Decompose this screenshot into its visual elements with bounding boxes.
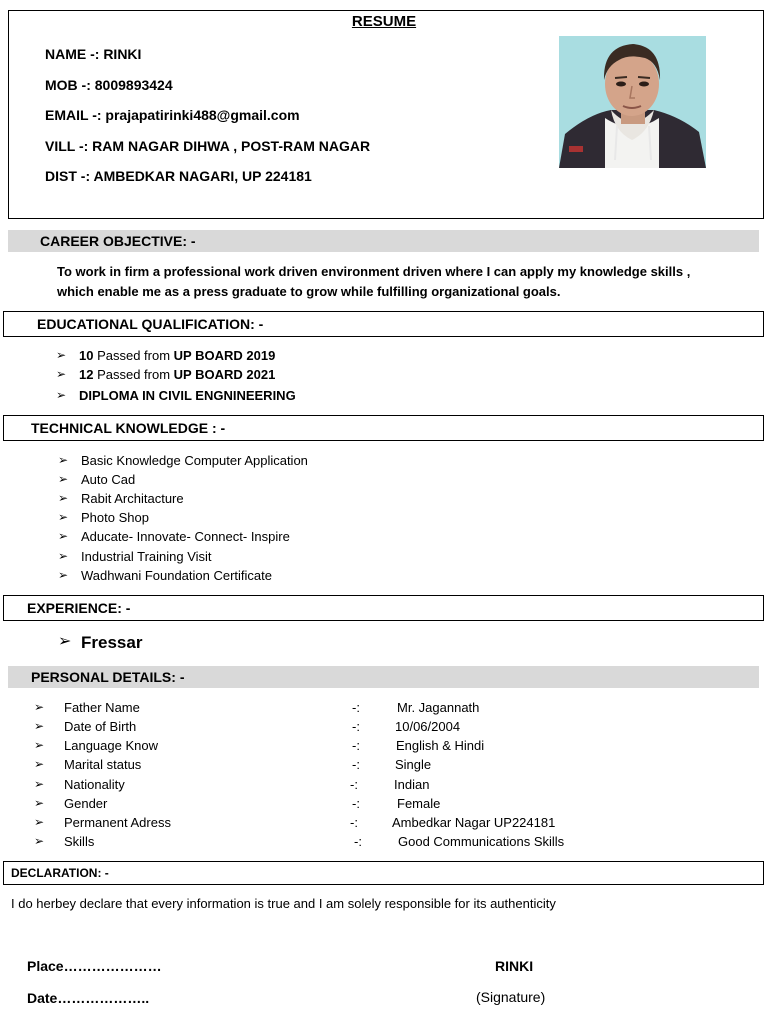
career-objective-heading: CAREER OBJECTIVE: - [40, 233, 196, 249]
profile-photo-graphic [559, 36, 706, 168]
personal-label: Gender [64, 796, 108, 811]
personal-value: Female [397, 796, 441, 811]
technical-item: Industrial Training Visit [81, 549, 212, 564]
personal-value: Mr. Jagannath [397, 700, 480, 715]
personal-separator: -: [350, 777, 358, 792]
arrow-bullet-icon: ➢ [56, 388, 67, 402]
arrow-bullet-icon: ➢ [34, 700, 45, 714]
arrow-bullet-icon: ➢ [34, 834, 45, 848]
technical-item: Photo Shop [81, 510, 149, 525]
arrow-bullet-icon: ➢ [58, 453, 69, 467]
arrow-bullet-icon: ➢ [56, 367, 67, 381]
arrow-bullet-icon: ➢ [58, 529, 69, 543]
technical-item: Rabit Architacture [81, 491, 184, 506]
education-item [79, 349, 275, 362]
technical-item: Wadhwani Foundation Certificate [81, 568, 273, 583]
personal-label: Date of Birth [64, 719, 137, 734]
arrow-bullet-icon: ➢ [56, 348, 67, 362]
declaration-header [3, 861, 764, 885]
personal-separator: -: [352, 719, 360, 734]
personal-separator: -: [352, 700, 360, 715]
place-field: Place………………… [27, 958, 162, 974]
technical-item: Auto Cad [81, 472, 136, 487]
personal-label: Marital status [64, 757, 142, 772]
arrow-bullet-icon: ➢ [34, 738, 45, 752]
technical-item: Aducate- Innovate- Connect- Inspire [81, 529, 290, 544]
education-item [79, 368, 275, 381]
arrow-bullet-icon: ➢ [34, 757, 45, 771]
arrow-bullet-icon: ➢ [58, 472, 69, 486]
personal-separator: -: [352, 738, 360, 753]
experience-item: Fressar [81, 633, 143, 652]
village-line: VILL -: RAM NAGAR DIHWA , POST-RAM NAGAR [45, 138, 371, 154]
arrow-bullet-icon: ➢ [34, 796, 45, 810]
technical-heading: TECHNICAL KNOWLEDGE : - [31, 420, 226, 436]
personal-value: 10/06/2004 [395, 719, 461, 734]
personal-details-heading: PERSONAL DETAILS: - [31, 669, 185, 685]
personal-label: Skills [64, 834, 95, 849]
career-objective-line-1: To work in firm a professional work driven environment driven where I can apply my knowledge skills , [57, 264, 691, 279]
declaration-text: I do herbey declare that every information is true and I am solely responsible for its authenticity [11, 896, 556, 911]
arrow-bullet-icon: ➢ [34, 815, 45, 829]
education-item-text: Passed from [93, 367, 174, 382]
profile-photo [559, 36, 706, 168]
resume-title [0, 13, 768, 30]
personal-label: Nationality [64, 777, 125, 792]
personal-separator: -: [350, 815, 358, 830]
education-item-level: 12 [79, 367, 94, 382]
education-item-text: Passed from [93, 348, 174, 363]
declaration-heading: DECLARATION: - [11, 866, 109, 880]
education-item-level: DIPLOMA IN CIVIL ENGNINEERING [79, 388, 296, 403]
personal-label: Language Know [64, 738, 158, 753]
date-field: Date……………….. [27, 990, 150, 1006]
personal-separator: -: [354, 834, 362, 849]
name-line: NAME -: RINKI [45, 46, 142, 62]
signature-name: RINKI [495, 958, 534, 974]
arrow-bullet-icon: ➢ [58, 633, 72, 650]
district-line: DIST -: AMBEDKAR NAGARI, UP 224181 [45, 168, 312, 184]
education-item-level: 10 [79, 348, 94, 363]
personal-label: Father Name [64, 700, 140, 715]
arrow-bullet-icon: ➢ [58, 549, 69, 563]
personal-separator: -: [352, 757, 360, 772]
personal-separator: -: [352, 796, 360, 811]
technical-item: Basic Knowledge Computer Application [81, 453, 308, 468]
mobile-line: MOB -: 8009893424 [45, 77, 173, 93]
education-item-board: UP BOARD 2021 [173, 367, 276, 382]
career-objective-line-2: which enable me as a press graduate to grow while fulfilling organizational goals. [57, 284, 561, 299]
signature-label: (Signature) [476, 989, 546, 1005]
experience-heading: EXPERIENCE: - [27, 600, 131, 616]
personal-value: Ambedkar Nagar UP224181 [392, 815, 556, 830]
personal-value: Good Communications Skills [398, 834, 565, 849]
personal-label: Permanent Adress [64, 815, 171, 830]
arrow-bullet-icon: ➢ [58, 491, 69, 505]
email-line: EMAIL -: prajapatirinki488@gmail.com [45, 107, 300, 123]
arrow-bullet-icon: ➢ [58, 568, 69, 582]
personal-value: Single [395, 757, 432, 772]
arrow-bullet-icon: ➢ [58, 510, 69, 524]
resume-title-text: RESUME [351, 13, 417, 30]
personal-value: Indian [394, 777, 430, 792]
education-heading: EDUCATIONAL QUALIFICATION: - [37, 316, 264, 332]
arrow-bullet-icon: ➢ [34, 719, 45, 733]
personal-value: English & Hindi [396, 738, 485, 753]
education-item [79, 389, 296, 402]
arrow-bullet-icon: ➢ [34, 777, 45, 791]
education-item-board: UP BOARD 2019 [173, 348, 276, 363]
